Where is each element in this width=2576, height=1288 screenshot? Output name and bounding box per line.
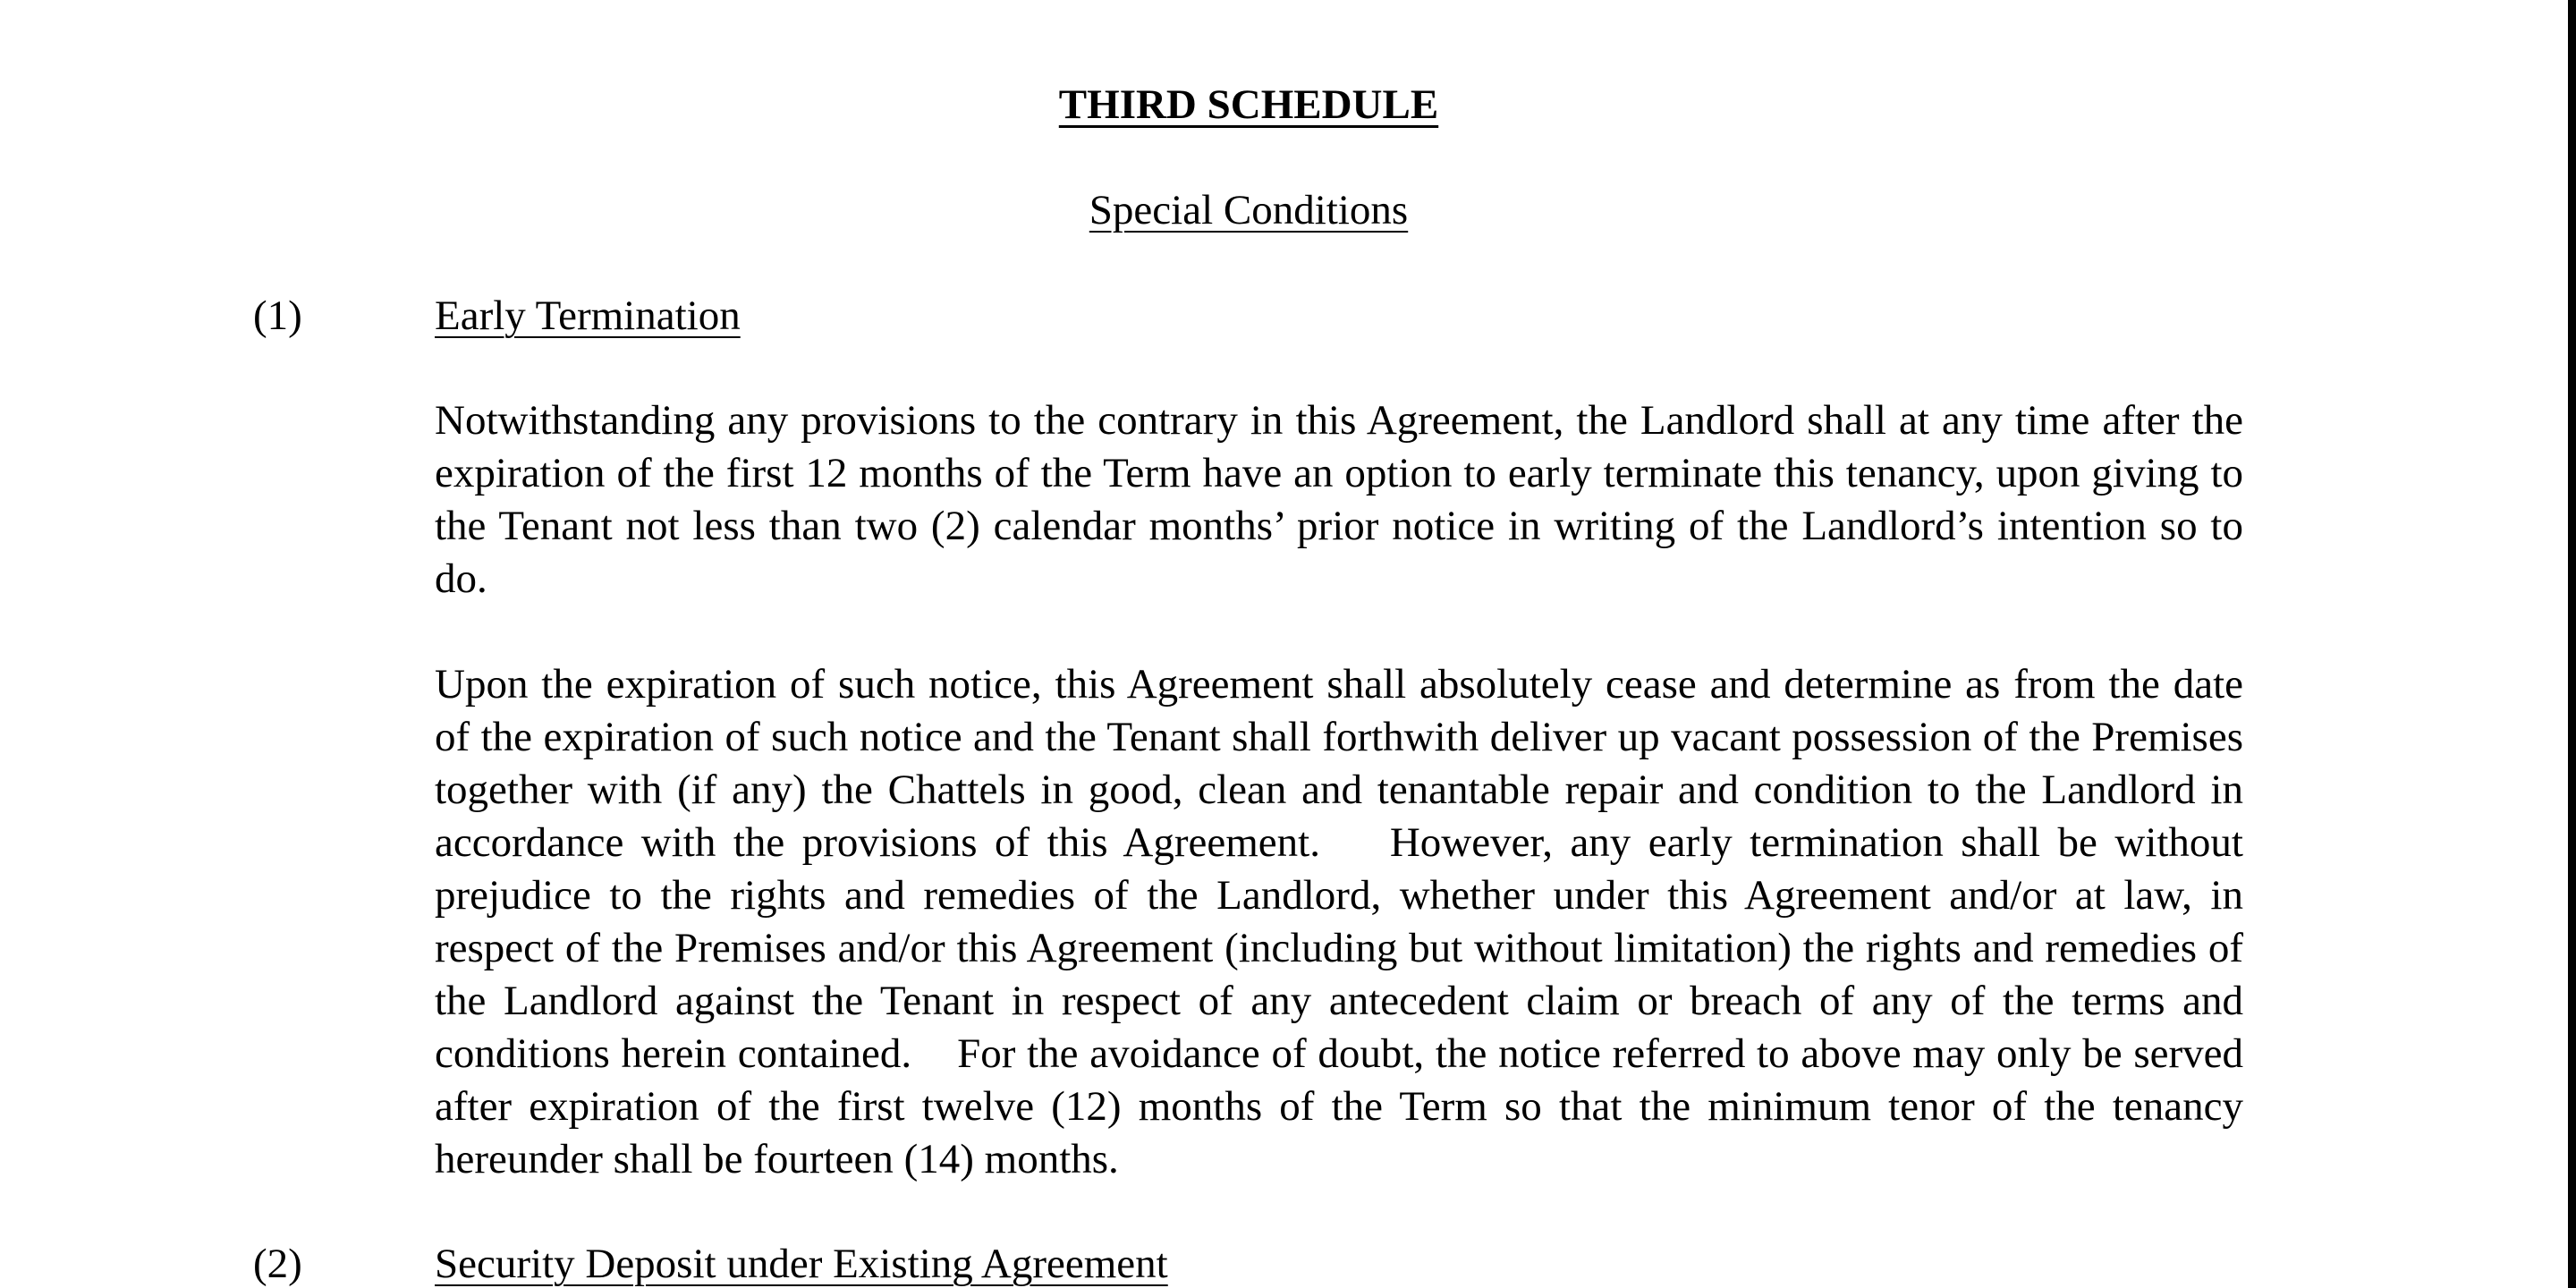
page-edge-bar: [2568, 0, 2576, 1288]
clause-1-paragraph-2: Upon the expiration of such notice, this Agreement shall absolutely cease and determine as from the date of the expiration of such notice and the Tenant shall forthwith deliver up vacant possession of the Premises together with (if any) the Chattels in good, clean and tenantable repair and condition to the Landlord in accordance with the provisions of this Agreement. However, any early termination shall be without prejudice to the rights and remedies of the Landlord, whether under this Agreement and/or at law, in respect of the Premises and/or this Agreement (including but without limitation) the rights and remedies of the Landlord against the Tenant in respect of any antecedent claim or breach of any of the terms and conditions herein contained. For the avoidance of doubt, the notice referred to above may only be served after expiration of the first twelve (12) months of the Term so that the minimum tenor of the tenancy hereunder shall be fourteen (14) months.: [435, 661, 2254, 1182]
schedule-title: THIRD SCHEDULE: [1058, 81, 1439, 128]
clause-1-paragraph-1: Notwithstanding any provisions to the contrary in this Agreement, the Landlord shall at any time after the expiration of the first 12 months of the Term have an option to early terminate this tenancy, upon giving to the Tenant not less than two (2) calendar months’ prior notice in writing of the Landlord’s intention so to do.: [435, 397, 2254, 602]
clause-1-heading: Early Termination: [435, 292, 741, 339]
clause-1-number: (1): [253, 292, 302, 339]
schedule-subtitle: Special Conditions: [1089, 187, 1409, 233]
clause-2-heading: Security Deposit under Existing Agreement: [435, 1241, 1168, 1287]
clause-2-number: (2): [253, 1241, 302, 1287]
